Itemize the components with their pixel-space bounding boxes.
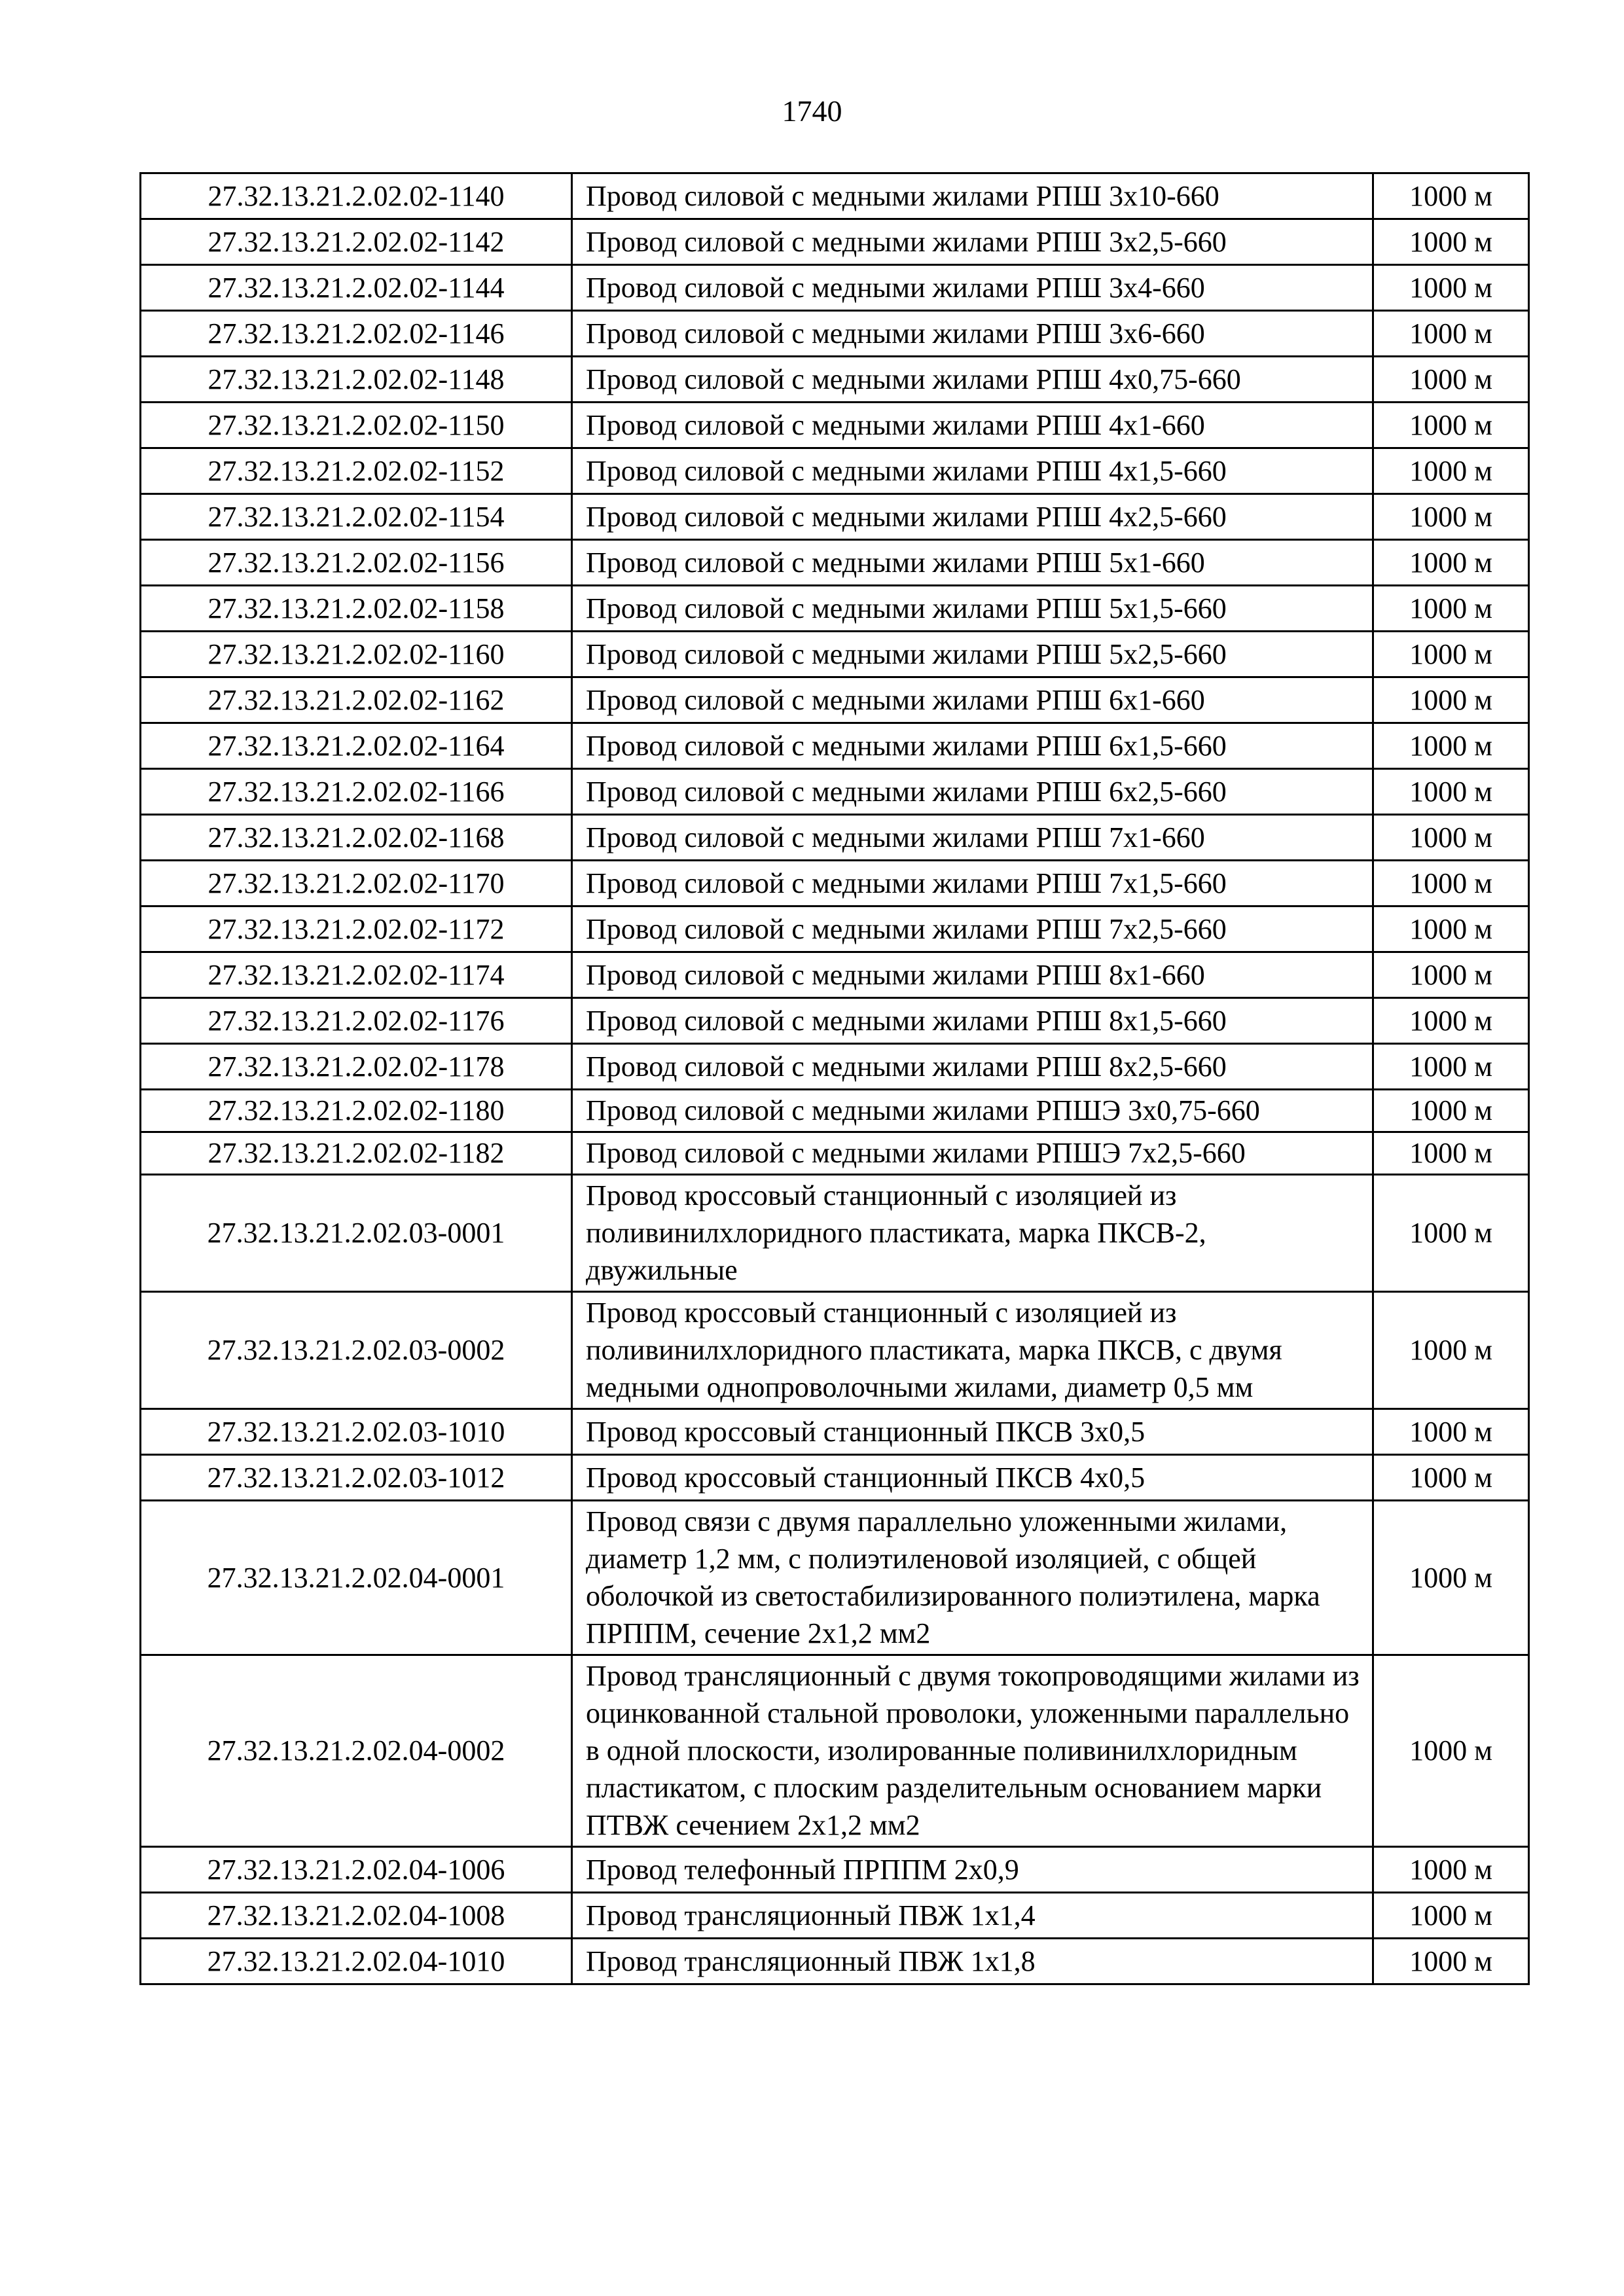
row-name: Провод силовой с медными жилами РПШ 6х2,5-660 xyxy=(572,769,1373,815)
row-name: Провод силовой с медными жилами РПШ 4х2,5-660 xyxy=(572,494,1373,540)
row-name: Провод силовой с медными жилами РПШ 7х2,5-660 xyxy=(572,906,1373,952)
row-code: 27.32.13.21.2.02.02-1152 xyxy=(141,448,572,494)
row-code: 27.32.13.21.2.02.02-1150 xyxy=(141,403,572,448)
page-number: 1740 xyxy=(782,94,842,128)
row-unit: 1000 м xyxy=(1373,1939,1529,1984)
row-unit: 1000 м xyxy=(1373,1655,1529,1847)
table-row xyxy=(141,861,1529,906)
row-unit: 1000 м xyxy=(1373,861,1529,906)
row-unit: 1000 м xyxy=(1373,403,1529,448)
row-unit: 1000 м xyxy=(1373,219,1529,265)
row-unit: 1000 м xyxy=(1373,540,1529,586)
row-name: Провод силовой с медными жилами РПШ 5х1-660 xyxy=(572,540,1373,586)
row-code: 27.32.13.21.2.02.04-1006 xyxy=(141,1847,572,1893)
table-row xyxy=(141,677,1529,723)
row-code: 27.32.13.21.2.02.04-1010 xyxy=(141,1939,572,1984)
row-name: Провод силовой с медными жилами РПШ 3х4-660 xyxy=(572,265,1373,311)
row-name: Провод трансляционный с двумя токопроводящими жилами из оцинкованной стальной проволоки, уложенными параллельно в одной плоскости, изолированные поливинилхлоридным пластикатом, с плоским разделительным основанием марки ПТВЖ сечением 2х1,2 мм2 xyxy=(572,1655,1373,1847)
table-row xyxy=(141,1292,1529,1409)
row-name: Провод силовой с медными жилами РПШ 8х1,5-660 xyxy=(572,998,1373,1044)
row-code: 27.32.13.21.2.02.02-1170 xyxy=(141,861,572,906)
row-name: Провод силовой с медными жилами РПШ 4х1,5-660 xyxy=(572,448,1373,494)
row-unit: 1000 м xyxy=(1373,677,1529,723)
table-row xyxy=(141,1893,1529,1939)
table-row xyxy=(141,1655,1529,1847)
table-row xyxy=(141,311,1529,357)
row-unit: 1000 м xyxy=(1373,723,1529,769)
row-unit: 1000 м xyxy=(1373,1132,1529,1175)
row-name: Провод силовой с медными жилами РПШ 6х1,5-660 xyxy=(572,723,1373,769)
table-row xyxy=(141,998,1529,1044)
row-name: Провод связи с двумя параллельно уложенными жилами, диаметр 1,2 мм, с полиэтиленовой изоляцией, с общей оболочкой из светостабилизированного полиэтилена, марка ПРППМ, сечение 2х1,2 мм2 xyxy=(572,1501,1373,1655)
table-row xyxy=(141,1175,1529,1292)
row-name: Провод трансляционный ПВЖ 1х1,4 xyxy=(572,1893,1373,1939)
table-row xyxy=(141,448,1529,494)
row-code: 27.32.13.21.2.02.02-1174 xyxy=(141,952,572,998)
row-code: 27.32.13.21.2.02.02-1178 xyxy=(141,1044,572,1090)
row-name: Провод силовой с медными жилами РПШ 5х2,5-660 xyxy=(572,632,1373,677)
table-row xyxy=(141,357,1529,403)
row-code: 27.32.13.21.2.02.03-0002 xyxy=(141,1292,572,1409)
row-unit: 1000 м xyxy=(1373,769,1529,815)
table-row xyxy=(141,1409,1529,1455)
row-code: 27.32.13.21.2.02.02-1168 xyxy=(141,815,572,861)
row-code: 27.32.13.21.2.02.04-1008 xyxy=(141,1893,572,1939)
row-code: 27.32.13.21.2.02.02-1154 xyxy=(141,494,572,540)
row-unit: 1000 м xyxy=(1373,632,1529,677)
row-name: Провод силовой с медными жилами РПШ 5х1,5-660 xyxy=(572,586,1373,632)
resource-table xyxy=(139,172,1530,1985)
row-name: Провод силовой с медными жилами РПШЭ 3х0,75-660 xyxy=(572,1090,1373,1132)
table-row xyxy=(141,906,1529,952)
table-row xyxy=(141,1090,1529,1132)
row-unit: 1000 м xyxy=(1373,357,1529,403)
row-unit: 1000 м xyxy=(1373,1090,1529,1132)
table-row xyxy=(141,769,1529,815)
row-code: 27.32.13.21.2.02.02-1164 xyxy=(141,723,572,769)
table-row xyxy=(141,952,1529,998)
row-name: Провод силовой с медными жилами РПШ 8х2,5-660 xyxy=(572,1044,1373,1090)
row-name: Провод силовой с медными жилами РПШ 7х1,5-660 xyxy=(572,861,1373,906)
row-name: Провод силовой с медными жилами РПШ 4х0,75-660 xyxy=(572,357,1373,403)
row-unit: 1000 м xyxy=(1373,1501,1529,1655)
table-row xyxy=(141,540,1529,586)
row-unit: 1000 м xyxy=(1373,952,1529,998)
row-unit: 1000 м xyxy=(1373,586,1529,632)
row-name: Провод кроссовый станционный ПКСВ 4х0,5 xyxy=(572,1455,1373,1501)
row-code: 27.32.13.21.2.02.02-1146 xyxy=(141,311,572,357)
table-row xyxy=(141,1455,1529,1501)
row-unit: 1000 м xyxy=(1373,998,1529,1044)
row-code: 27.32.13.21.2.02.03-0001 xyxy=(141,1175,572,1292)
row-name: Провод силовой с медными жилами РПШ 3х2,5-660 xyxy=(572,219,1373,265)
row-code: 27.32.13.21.2.02.04-0002 xyxy=(141,1655,572,1847)
row-unit: 1000 м xyxy=(1373,494,1529,540)
row-name: Провод кроссовый станционный ПКСВ 3х0,5 xyxy=(572,1409,1373,1455)
row-code: 27.32.13.21.2.02.02-1172 xyxy=(141,906,572,952)
row-name: Провод силовой с медными жилами РПШ 8х1-660 xyxy=(572,952,1373,998)
row-code: 27.32.13.21.2.02.02-1142 xyxy=(141,219,572,265)
row-unit: 1000 м xyxy=(1373,311,1529,357)
row-name: Провод трансляционный ПВЖ 1х1,8 xyxy=(572,1939,1373,1984)
table-row xyxy=(141,586,1529,632)
table-row xyxy=(141,1939,1529,1984)
row-code: 27.32.13.21.2.02.02-1156 xyxy=(141,540,572,586)
row-name: Провод силовой с медными жилами РПШ 4х1-660 xyxy=(572,403,1373,448)
row-code: 27.32.13.21.2.02.02-1144 xyxy=(141,265,572,311)
row-code: 27.32.13.21.2.02.03-1010 xyxy=(141,1409,572,1455)
table-row xyxy=(141,1132,1529,1175)
row-code: 27.32.13.21.2.02.02-1160 xyxy=(141,632,572,677)
row-name: Провод силовой с медными жилами РПШ 7х1-660 xyxy=(572,815,1373,861)
table-row xyxy=(141,723,1529,769)
row-code: 27.32.13.21.2.02.02-1140 xyxy=(141,173,572,219)
table-row xyxy=(141,173,1529,219)
row-code: 27.32.13.21.2.02.02-1166 xyxy=(141,769,572,815)
row-unit: 1000 м xyxy=(1373,448,1529,494)
row-name: Провод силовой с медными жилами РПШЭ 7х2,5-660 xyxy=(572,1132,1373,1175)
row-code: 27.32.13.21.2.02.02-1176 xyxy=(141,998,572,1044)
row-code: 27.32.13.21.2.02.02-1148 xyxy=(141,357,572,403)
resource-table-body xyxy=(141,173,1529,1984)
row-unit: 1000 м xyxy=(1373,906,1529,952)
row-code: 27.32.13.21.2.02.02-1162 xyxy=(141,677,572,723)
table-row xyxy=(141,1847,1529,1893)
table-row xyxy=(141,1044,1529,1090)
row-unit: 1000 м xyxy=(1373,1175,1529,1292)
table-row xyxy=(141,632,1529,677)
row-unit: 1000 м xyxy=(1373,1044,1529,1090)
row-code: 27.32.13.21.2.02.02-1180 xyxy=(141,1090,572,1132)
row-unit: 1000 м xyxy=(1373,1455,1529,1501)
table-row xyxy=(141,265,1529,311)
table-row xyxy=(141,219,1529,265)
table-row xyxy=(141,815,1529,861)
row-name: Провод силовой с медными жилами РПШ 3х6-660 xyxy=(572,311,1373,357)
row-name: Провод кроссовый станционный с изоляцией из поливинилхлоридного пластиката, марка ПКСВ, с двумя медными однопроволочными жилами, диаметр 0,5 мм xyxy=(572,1292,1373,1409)
row-code: 27.32.13.21.2.02.02-1158 xyxy=(141,586,572,632)
row-name: Провод кроссовый станционный с изоляцией из поливинилхлоридного пластиката, марка ПКСВ-2, двужильные xyxy=(572,1175,1373,1292)
table-row xyxy=(141,494,1529,540)
row-unit: 1000 м xyxy=(1373,1893,1529,1939)
row-unit: 1000 м xyxy=(1373,1292,1529,1409)
row-name: Провод силовой с медными жилами РПШ 6х1-660 xyxy=(572,677,1373,723)
row-code: 27.32.13.21.2.02.04-0001 xyxy=(141,1501,572,1655)
row-name: Провод силовой с медными жилами РПШ 3х10-660 xyxy=(572,173,1373,219)
table-row xyxy=(141,403,1529,448)
row-name: Провод телефонный ПРППМ 2х0,9 xyxy=(572,1847,1373,1893)
row-code: 27.32.13.21.2.02.03-1012 xyxy=(141,1455,572,1501)
row-unit: 1000 м xyxy=(1373,1847,1529,1893)
row-unit: 1000 м xyxy=(1373,815,1529,861)
row-code: 27.32.13.21.2.02.02-1182 xyxy=(141,1132,572,1175)
row-unit: 1000 м xyxy=(1373,1409,1529,1455)
row-unit: 1000 м xyxy=(1373,265,1529,311)
row-unit: 1000 м xyxy=(1373,173,1529,219)
table-row xyxy=(141,1501,1529,1655)
